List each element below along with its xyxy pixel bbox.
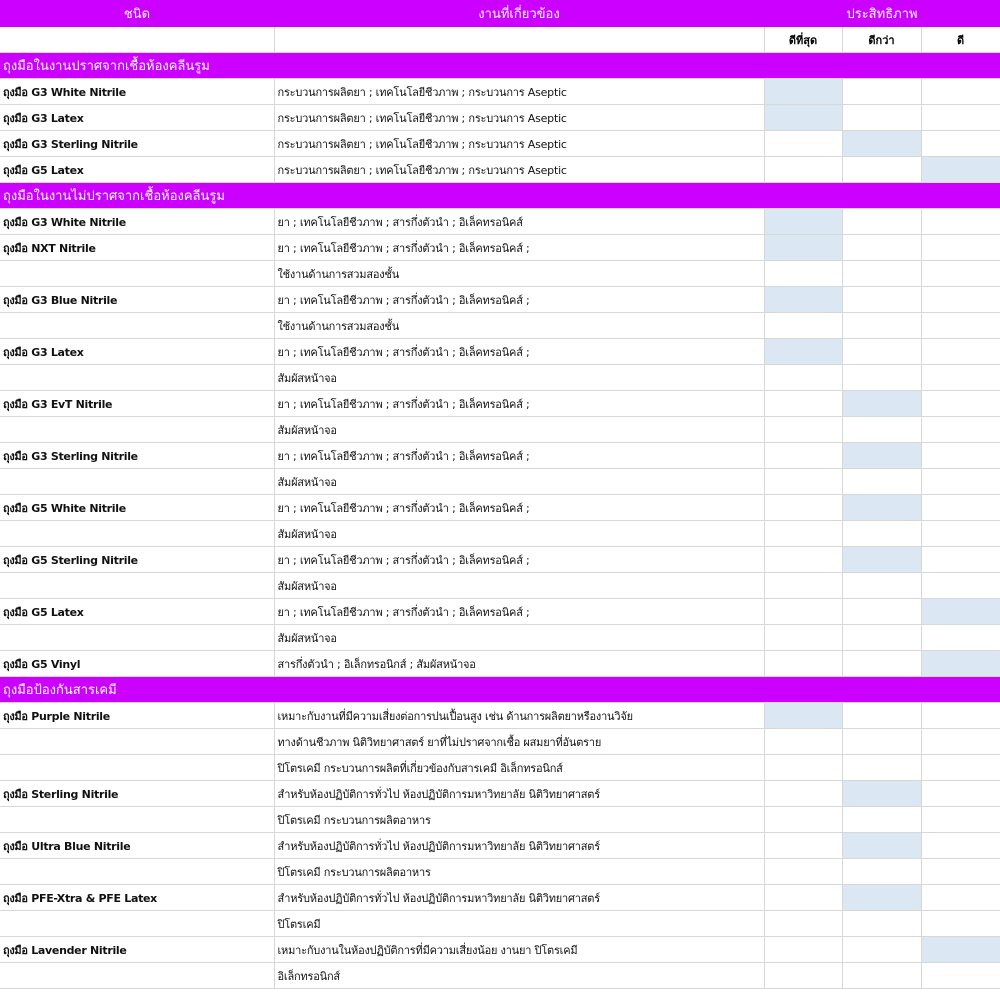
performance-better-cell <box>842 313 921 339</box>
table-row <box>0 157 1000 183</box>
performance-better-cell <box>842 443 921 469</box>
glove-type-cell <box>0 521 274 547</box>
table-row <box>0 963 1000 989</box>
performance-better-cell <box>842 911 921 937</box>
glove-type-cell <box>0 807 274 833</box>
performance-best-cell <box>764 859 842 885</box>
glove-type-cell: ถุงมือ G5 White Nitrile <box>0 495 274 521</box>
related-work-cell: อิเล็กทรอนิกส์ <box>274 963 764 989</box>
table-row <box>0 859 1000 885</box>
performance-good-cell <box>921 339 1000 365</box>
table-row <box>0 547 1000 573</box>
performance-best-cell <box>764 937 842 963</box>
performance-better-cell <box>842 703 921 729</box>
performance-best-cell <box>764 157 842 183</box>
table-row <box>0 469 1000 495</box>
glove-type-cell <box>0 365 274 391</box>
subheader-row <box>0 27 1000 53</box>
related-work-cell: ปิโตรเคมี กระบวนการผลิตอาหาร <box>274 807 764 833</box>
performance-best-cell <box>764 911 842 937</box>
performance-good-cell <box>921 261 1000 287</box>
performance-better-cell <box>842 131 921 157</box>
glove-type-cell <box>0 963 274 989</box>
performance-good-cell <box>921 599 1000 625</box>
related-work-cell: ยา ; เทคโนโลยีชีวภาพ ; สารกึ่งตัวนำ ; อิเล็คทรอนิคส์ ; <box>274 235 764 261</box>
performance-good-cell <box>921 703 1000 729</box>
glove-type-cell <box>0 859 274 885</box>
performance-good-cell <box>921 417 1000 443</box>
performance-better-cell <box>842 885 921 911</box>
performance-best-cell <box>764 781 842 807</box>
performance-best-cell <box>764 521 842 547</box>
related-work-cell: ยา ; เทคโนโลยีชีวภาพ ; สารกึ่งตัวนำ ; อิเล็คทรอนิคส์ ; <box>274 599 764 625</box>
performance-good-cell <box>921 755 1000 781</box>
subheader-better: ดีกว่า <box>842 27 921 53</box>
section-title: ถุงมือป้องกันสารเคมี <box>0 677 1000 703</box>
table-body <box>0 53 1000 989</box>
related-work-cell: กระบวนการผลิตยา ; เทคโนโลยีชีวภาพ ; กระบวนการ Aseptic <box>274 131 764 157</box>
glove-type-cell <box>0 313 274 339</box>
glove-type-cell <box>0 261 274 287</box>
performance-better-cell <box>842 417 921 443</box>
performance-best-cell <box>764 443 842 469</box>
performance-good-cell <box>921 235 1000 261</box>
related-work-cell: ปิโตรเคมี กระบวนการผลิตที่เกี่ยวข้องกับสารเคมี อิเล็กทรอนิกส์ <box>274 755 764 781</box>
performance-good-cell <box>921 651 1000 677</box>
table-row <box>0 417 1000 443</box>
performance-better-cell <box>842 781 921 807</box>
performance-good-cell <box>921 885 1000 911</box>
table-row <box>0 521 1000 547</box>
performance-better-cell <box>842 339 921 365</box>
performance-better-cell <box>842 79 921 105</box>
performance-better-cell <box>842 105 921 131</box>
related-work-cell: ยา ; เทคโนโลยีชีวภาพ ; สารกึ่งตัวนำ ; อิเล็คทรอนิคส์ ; <box>274 547 764 573</box>
glove-type-cell: ถุงมือ G3 EvT Nitrile <box>0 391 274 417</box>
performance-better-cell <box>842 495 921 521</box>
performance-best-cell <box>764 131 842 157</box>
glove-type-cell: ถุงมือ Lavender Nitrile <box>0 937 274 963</box>
related-work-cell: ปิโตรเคมี กระบวนการผลิตอาหาร <box>274 859 764 885</box>
performance-better-cell <box>842 833 921 859</box>
glove-type-cell <box>0 417 274 443</box>
table-row <box>0 495 1000 521</box>
subheader-empty-type <box>0 27 274 53</box>
related-work-cell: ทางด้านชีวภาพ นิติวิทยาศาสตร์ ยาที่ไม่ปราศจากเชื้อ ผสมยาที่อันตราย <box>274 729 764 755</box>
table-row <box>0 937 1000 963</box>
related-work-cell: สำหรับห้องปฏิบัติการทั่วไป ห้องปฏิบัติการมหาวิทยาลัย นิติวิทยาศาสตร์ <box>274 781 764 807</box>
performance-best-cell <box>764 703 842 729</box>
header-type: ชนิด <box>0 0 274 27</box>
glove-type-cell: ถุงมือ G3 White Nitrile <box>0 79 274 105</box>
performance-good-cell <box>921 807 1000 833</box>
header-related-work: งานที่เกี่ยวข้อง <box>274 0 764 27</box>
related-work-cell: สำหรับห้องปฏิบัติการทั่วไป ห้องปฏิบัติการมหาวิทยาลัย นิติวิทยาศาสตร์ <box>274 833 764 859</box>
section-header-row <box>0 677 1000 703</box>
performance-best-cell <box>764 547 842 573</box>
performance-better-cell <box>842 391 921 417</box>
performance-best-cell <box>764 313 842 339</box>
performance-best-cell <box>764 235 842 261</box>
table-row <box>0 209 1000 235</box>
performance-better-cell <box>842 651 921 677</box>
table-row <box>0 391 1000 417</box>
glove-type-cell: ถุงมือ Ultra Blue Nitrile <box>0 833 274 859</box>
glove-type-cell: ถุงมือ G3 Sterling Nitrile <box>0 443 274 469</box>
performance-best-cell <box>764 339 842 365</box>
performance-best-cell <box>764 963 842 989</box>
table-row <box>0 755 1000 781</box>
performance-good-cell <box>921 105 1000 131</box>
performance-better-cell <box>842 469 921 495</box>
table-row <box>0 781 1000 807</box>
performance-good-cell <box>921 391 1000 417</box>
performance-best-cell <box>764 573 842 599</box>
performance-good-cell <box>921 79 1000 105</box>
performance-good-cell <box>921 781 1000 807</box>
performance-best-cell <box>764 807 842 833</box>
section-header-row <box>0 53 1000 79</box>
performance-good-cell <box>921 521 1000 547</box>
glove-type-cell: ถุงมือ G3 Latex <box>0 339 274 365</box>
performance-better-cell <box>842 625 921 651</box>
glove-type-cell: ถุงมือ G3 Blue Nitrile <box>0 287 274 313</box>
glove-type-cell: ถุงมือ NXT Nitrile <box>0 235 274 261</box>
header-performance: ประสิทธิภาพ <box>764 0 1000 27</box>
glove-type-cell: ถุงมือ Purple Nitrile <box>0 703 274 729</box>
table-row <box>0 625 1000 651</box>
performance-good-cell <box>921 963 1000 989</box>
performance-best-cell <box>764 391 842 417</box>
performance-best-cell <box>764 885 842 911</box>
performance-best-cell <box>764 833 842 859</box>
performance-better-cell <box>842 261 921 287</box>
glove-type-cell <box>0 911 274 937</box>
related-work-cell: สัมผัสหน้าจอ <box>274 469 764 495</box>
performance-good-cell <box>921 313 1000 339</box>
performance-best-cell <box>764 105 842 131</box>
table-row <box>0 599 1000 625</box>
glove-type-cell: ถุงมือ G3 White Nitrile <box>0 209 274 235</box>
performance-better-cell <box>842 521 921 547</box>
related-work-cell: ใช้งานด้านการสวมสองชั้น <box>274 313 764 339</box>
glove-type-cell <box>0 625 274 651</box>
performance-good-cell <box>921 287 1000 313</box>
table-row <box>0 79 1000 105</box>
glove-type-cell <box>0 755 274 781</box>
performance-best-cell <box>764 261 842 287</box>
glove-type-cell <box>0 469 274 495</box>
performance-good-cell <box>921 443 1000 469</box>
table-row <box>0 573 1000 599</box>
related-work-cell: ยา ; เทคโนโลยีชีวภาพ ; สารกึ่งตัวนำ ; อิเล็คทรอนิคส์ ; <box>274 287 764 313</box>
glove-type-cell: ถุงมือ G5 Vinyl <box>0 651 274 677</box>
related-work-cell: ยา ; เทคโนโลยีชีวภาพ ; สารกึ่งตัวนำ ; อิเล็คทรอนิคส์ ; <box>274 443 764 469</box>
performance-best-cell <box>764 755 842 781</box>
related-work-cell: ยา ; เทคโนโลยีชีวภาพ ; สารกึ่งตัวนำ ; อิเล็คทรอนิคส์ <box>274 209 764 235</box>
glove-type-cell: ถุงมือ G5 Latex <box>0 157 274 183</box>
related-work-cell: ยา ; เทคโนโลยีชีวภาพ ; สารกึ่งตัวนำ ; อิเล็คทรอนิคส์ ; <box>274 495 764 521</box>
performance-better-cell <box>842 157 921 183</box>
performance-best-cell <box>764 495 842 521</box>
section-title: ถุงมือในงานไม่ปราศจากเชื้อห้องคลีนรูม <box>0 183 1000 209</box>
related-work-cell: สำหรับห้องปฏิบัติการทั่วไป ห้องปฏิบัติการมหาวิทยาลัย นิติวิทยาศาสตร์ <box>274 885 764 911</box>
table-row <box>0 911 1000 937</box>
glove-type-cell: ถุงมือ Sterling Nitrile <box>0 781 274 807</box>
performance-good-cell <box>921 469 1000 495</box>
related-work-cell: สัมผัสหน้าจอ <box>274 625 764 651</box>
table-row <box>0 287 1000 313</box>
performance-best-cell <box>764 365 842 391</box>
performance-better-cell <box>842 235 921 261</box>
related-work-cell: กระบวนการผลิตยา ; เทคโนโลยีชีวภาพ ; กระบวนการ Aseptic <box>274 157 764 183</box>
performance-good-cell <box>921 157 1000 183</box>
glove-type-cell <box>0 729 274 755</box>
related-work-cell: ยา ; เทคโนโลยีชีวภาพ ; สารกึ่งตัวนำ ; อิเล็คทรอนิคส์ ; <box>274 391 764 417</box>
performance-better-cell <box>842 209 921 235</box>
glove-type-cell: ถุงมือ PFE-Xtra & PFE Latex <box>0 885 274 911</box>
performance-good-cell <box>921 625 1000 651</box>
subheader-best: ดีที่สุด <box>764 27 842 53</box>
performance-good-cell <box>921 495 1000 521</box>
table-row <box>0 729 1000 755</box>
performance-best-cell <box>764 209 842 235</box>
related-work-cell: กระบวนการผลิตยา ; เทคโนโลยีชีวภาพ ; กระบวนการ Aseptic <box>274 79 764 105</box>
performance-best-cell <box>764 729 842 755</box>
performance-best-cell <box>764 417 842 443</box>
performance-best-cell <box>764 651 842 677</box>
performance-best-cell <box>764 599 842 625</box>
table-row <box>0 235 1000 261</box>
performance-best-cell <box>764 625 842 651</box>
performance-good-cell <box>921 911 1000 937</box>
related-work-cell: ยา ; เทคโนโลยีชีวภาพ ; สารกึ่งตัวนำ ; อิเล็คทรอนิคส์ ; <box>274 339 764 365</box>
performance-better-cell <box>842 859 921 885</box>
related-work-cell: สัมผัสหน้าจอ <box>274 365 764 391</box>
performance-good-cell <box>921 209 1000 235</box>
performance-good-cell <box>921 833 1000 859</box>
performance-good-cell <box>921 573 1000 599</box>
header-row <box>0 0 1000 27</box>
table-row <box>0 807 1000 833</box>
performance-best-cell <box>764 287 842 313</box>
related-work-cell: สัมผัสหน้าจอ <box>274 573 764 599</box>
performance-better-cell <box>842 547 921 573</box>
performance-good-cell <box>921 547 1000 573</box>
table-row <box>0 703 1000 729</box>
performance-better-cell <box>842 599 921 625</box>
table-row <box>0 131 1000 157</box>
glove-type-cell: ถุงมือ G5 Sterling Nitrile <box>0 547 274 573</box>
performance-better-cell <box>842 937 921 963</box>
table-row <box>0 365 1000 391</box>
glove-type-cell <box>0 573 274 599</box>
related-work-cell: เหมาะกับงานที่มีความเสี่ยงต่อการปนเปื้อนสูง เช่น ด้านการผลิตยาหรืองานวิจัย <box>274 703 764 729</box>
performance-good-cell <box>921 365 1000 391</box>
table-row <box>0 105 1000 131</box>
section-title: ถุงมือในงานปราศจากเชื้อห้องคลีนรูม <box>0 53 1000 79</box>
table-row <box>0 885 1000 911</box>
performance-better-cell <box>842 365 921 391</box>
table-row <box>0 833 1000 859</box>
performance-good-cell <box>921 131 1000 157</box>
related-work-cell: ปิโตรเคมี <box>274 911 764 937</box>
performance-good-cell <box>921 937 1000 963</box>
performance-better-cell <box>842 729 921 755</box>
glove-type-cell: ถุงมือ G3 Sterling Nitrile <box>0 131 274 157</box>
subheader-good: ดี <box>921 27 1000 53</box>
table-row <box>0 443 1000 469</box>
glove-type-cell: ถุงมือ G3 Latex <box>0 105 274 131</box>
glove-type-cell: ถุงมือ G5 Latex <box>0 599 274 625</box>
related-work-cell: สัมผัสหน้าจอ <box>274 521 764 547</box>
performance-better-cell <box>842 963 921 989</box>
section-header-row <box>0 183 1000 209</box>
related-work-cell: กระบวนการผลิตยา ; เทคโนโลยีชีวภาพ ; กระบวนการ Aseptic <box>274 105 764 131</box>
performance-better-cell <box>842 807 921 833</box>
performance-good-cell <box>921 859 1000 885</box>
related-work-cell: สัมผัสหน้าจอ <box>274 417 764 443</box>
performance-better-cell <box>842 755 921 781</box>
performance-better-cell <box>842 573 921 599</box>
table-row <box>0 651 1000 677</box>
subheader-empty-job <box>274 27 764 53</box>
performance-best-cell <box>764 79 842 105</box>
related-work-cell: เหมาะกับงานในห้องปฏิบัติการที่มีความเสี่ยงน้อย งานยา ปิโตรเคมี <box>274 937 764 963</box>
table-row <box>0 313 1000 339</box>
table-row <box>0 339 1000 365</box>
performance-best-cell <box>764 469 842 495</box>
table-row <box>0 261 1000 287</box>
related-work-cell: สารกึ่งตัวนำ ; อิเล็กทรอนิกส์ ; สัมผัสหน้าจอ <box>274 651 764 677</box>
performance-better-cell <box>842 287 921 313</box>
related-work-cell: ใช้งานด้านการสวมสองชั้น <box>274 261 764 287</box>
performance-good-cell <box>921 729 1000 755</box>
